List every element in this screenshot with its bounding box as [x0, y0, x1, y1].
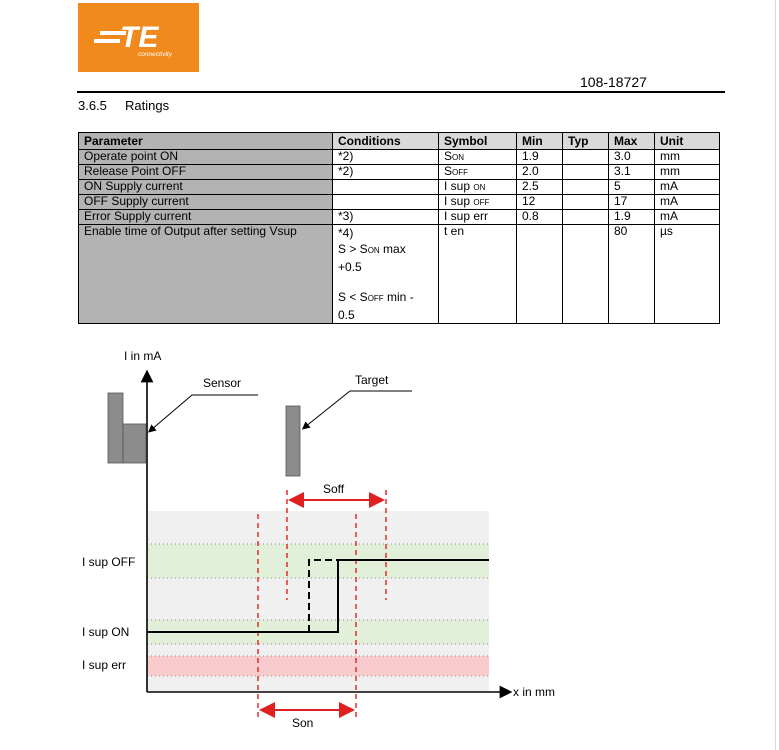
level-off-label: I sup OFF [82, 555, 136, 569]
cell-conditions: *4) S > SON max +0.5 S < SOFF min - 0.5 [333, 225, 439, 324]
target-block [286, 406, 300, 476]
level-err-label: I sup err [82, 658, 127, 672]
cell-typ [563, 225, 609, 324]
header-min: Min [517, 133, 563, 150]
section-number: 3.6.5 [78, 98, 107, 113]
cell-symbol: t en [439, 225, 517, 324]
soff-label: Soff [323, 482, 345, 496]
band-grey-bottom [147, 676, 489, 691]
cell-parameter: Operate point ON [79, 150, 333, 165]
table-row [79, 180, 720, 195]
target-label: Target [355, 373, 389, 387]
son-label: Son [292, 716, 314, 730]
section-heading [78, 98, 169, 113]
band-err-level [147, 656, 489, 676]
band-grey-middle [147, 578, 489, 620]
document-number: 108-18727 [580, 74, 647, 90]
cell-symbol: I sup OFF [439, 195, 517, 210]
cell-conditions [333, 180, 439, 195]
header-symbol: Symbol [439, 133, 517, 150]
header-typ: Typ [563, 133, 609, 150]
cell-conditions: *3) [333, 210, 439, 225]
cell-typ [563, 150, 609, 165]
cell-conditions [333, 195, 439, 210]
te-logo-icon [90, 17, 187, 59]
cell-min: 1.9 [517, 150, 563, 165]
header-rule [77, 91, 725, 93]
te-connectivity-logo [78, 3, 199, 72]
cell-min: 2.5 [517, 180, 563, 195]
y-axis-label: I in mA [124, 349, 162, 363]
table-header-row [79, 133, 720, 150]
cell-unit: µs [655, 225, 720, 324]
cell-unit: mm [655, 150, 720, 165]
logo-subtext: connectivity [138, 51, 172, 58]
logo-wordmark: TE [120, 21, 159, 54]
cell-max: 3.1 [609, 165, 655, 180]
cell-min: 12 [517, 195, 563, 210]
x-axis-label: x in mm [513, 685, 555, 699]
cell-conditions: *2) [333, 150, 439, 165]
band-grey-top [147, 511, 489, 544]
section-title: Ratings [125, 98, 170, 113]
cell-max: 1.9 [609, 210, 655, 225]
cell-symbol: SON [439, 150, 517, 165]
cell-min: 0.8 [517, 210, 563, 225]
cell-max: 3.0 [609, 150, 655, 165]
header-parameter: Parameter [79, 133, 333, 150]
cell-min: 2.0 [517, 165, 563, 180]
table-row-enable-time [79, 225, 720, 324]
header-unit: Unit [655, 133, 720, 150]
cell-unit: mm [655, 165, 720, 180]
cell-min [517, 225, 563, 324]
cell-typ [563, 195, 609, 210]
table-row [79, 210, 720, 225]
cell-unit: mA [655, 195, 720, 210]
sensor-head [123, 424, 146, 463]
header-conditions: Conditions [333, 133, 439, 150]
table-row [79, 150, 720, 165]
switching-diagram [0, 340, 779, 750]
cell-symbol: I sup ON [439, 180, 517, 195]
cell-parameter: Error Supply current [79, 210, 333, 225]
cell-max: 80 [609, 225, 655, 324]
sensor-label: Sensor [203, 376, 242, 390]
cell-typ [563, 180, 609, 195]
ratings-table [78, 132, 720, 324]
header-max: Max [609, 133, 655, 150]
cell-max: 17 [609, 195, 655, 210]
table-row [79, 165, 720, 180]
sensor-body [108, 393, 123, 463]
level-on-label: I sup ON [82, 625, 130, 639]
target-pointer [305, 391, 412, 427]
cell-parameter: OFF Supply current [79, 195, 333, 210]
cell-parameter: Enable time of Output after setting Vsup [79, 225, 333, 324]
cell-parameter: ON Supply current [79, 180, 333, 195]
cell-unit: mA [655, 180, 720, 195]
cell-max: 5 [609, 180, 655, 195]
cell-symbol: I sup err [439, 210, 517, 225]
cell-symbol: SOFF [439, 165, 517, 180]
cell-typ [563, 210, 609, 225]
cell-conditions: *2) [333, 165, 439, 180]
table-row [79, 195, 720, 210]
sensor-pointer [151, 395, 258, 430]
cell-parameter: Release Point OFF [79, 165, 333, 180]
band-grey-lower [147, 644, 489, 656]
cell-unit: mA [655, 210, 720, 225]
cell-typ [563, 165, 609, 180]
